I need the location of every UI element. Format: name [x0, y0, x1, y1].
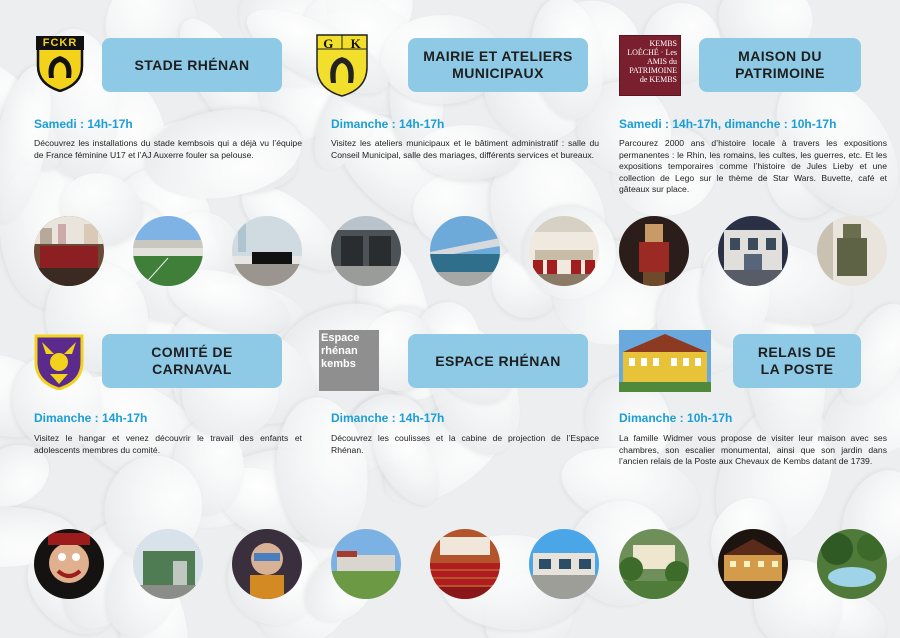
- description-text: Découvrez les coulisses et la cabine de projection de l’Espace Rhénan.: [331, 433, 599, 455]
- photo-cinema-hall: [430, 529, 500, 599]
- logo-text: FCKR: [42, 37, 78, 49]
- photo-relais-night: [718, 529, 788, 599]
- description-text: La famille Widmer vous propose de visiter leur maison avec ses chambres, son escalier monumental, ainsi que son jardin dans l’ancien relais de la Poste aux Chevaux de Kembs datant de 1739.: [619, 433, 887, 467]
- schedule-text: Dimanche : 14h-17h: [34, 411, 148, 425]
- card-maison-patrimoine: [619, 30, 887, 330]
- card-title: STADE RHÉNAN: [102, 38, 282, 92]
- description-text: Visitez les ateliers municipaux et le bâtiment administratif : salle du Conseil Municipal, salle des mariages, différents services et bureaux.: [331, 138, 599, 160]
- photo-museum-building: [718, 216, 788, 286]
- photo-row: [331, 529, 599, 599]
- photo-garden: [619, 529, 689, 599]
- schedule-text: Dimanche : 14h-17h: [331, 411, 445, 425]
- amis-patrimoine-logo: KEMBS LOÉCHÉ · Les AMIS du PATRIMOINE de KEMBS: [619, 35, 681, 96]
- card-comite-carnaval: [34, 327, 302, 627]
- photo-costumed-figure: [232, 529, 302, 599]
- photo-hangar: [133, 529, 203, 599]
- photo-row: [619, 529, 887, 599]
- card-title: MAISON DU PATRIMOINE: [699, 38, 861, 92]
- photo-military-uniform: [817, 216, 887, 286]
- description-text: Visitez le hangar et venez découvrir le travail des enfants et adolescents membres du comité.: [34, 433, 302, 455]
- photo-stadium-field: [133, 216, 203, 286]
- photo-building-facade: [529, 529, 599, 599]
- card-title: COMITÉ DE CARNAVAL: [102, 334, 282, 388]
- photo-row: [331, 216, 599, 286]
- card-stade-rhenan: [34, 30, 302, 330]
- logo-text: G K: [323, 36, 361, 51]
- description-text: Découvrez les installations du stade kembsois qui a déjà vu l’équipe de France féminine U17 et l’AJ Auxerre fouler sa pelouse.: [34, 138, 302, 160]
- schedule-text: Samedi : 14h-17h: [34, 117, 133, 131]
- photo-roman-costume: [619, 216, 689, 286]
- photo-clubhouse-bar: [34, 216, 104, 286]
- espace-rhenan-logo: Espace rhénan kembs: [319, 330, 379, 391]
- relais-building-photo: [619, 330, 711, 397]
- fckr-logo: [34, 36, 86, 97]
- card-mairie: [323, 30, 599, 330]
- photo-row: [34, 529, 302, 599]
- photo-workshop-garage: [331, 216, 401, 286]
- card-title: RELAIS DE LA POSTE: [733, 334, 861, 388]
- schedule-text: Dimanche : 14h-17h: [331, 117, 445, 131]
- photo-locker-room: [232, 216, 302, 286]
- card-espace-rhenan: [321, 327, 599, 627]
- schedule-text: Dimanche : 10h-17h: [619, 411, 733, 425]
- photo-row: [34, 216, 302, 286]
- photo-garden-pool: [817, 529, 887, 599]
- card-relais-poste: [619, 327, 887, 627]
- photo-council-room: [529, 216, 599, 286]
- photo-row: [619, 216, 887, 286]
- photo-carnival-mask: [34, 529, 104, 599]
- card-title: MAIRIE ET ATELIERS MUNICIPAUX: [408, 38, 588, 92]
- photo-town-hall: [430, 216, 500, 286]
- description-text: Parcourez 2000 ans d’histoire locale à travers les expositions permanentes : le Rhin, les romains, les cultes, les guerres, etc. Et les expositions temporaires comme l’histoire de Jules Lieby et une collection de Lego sur le thème de Star Wars. Buvette, café et gâteaux sur place.: [619, 138, 887, 195]
- carnaval-crest-logo: [32, 330, 86, 395]
- photo-espace-exterior: [331, 529, 401, 599]
- card-title: ESPACE RHÉNAN: [408, 334, 588, 388]
- schedule-text: Samedi : 14h-17h, dimanche : 10h-17h: [619, 117, 837, 131]
- gk-crest-logo: [315, 33, 369, 102]
